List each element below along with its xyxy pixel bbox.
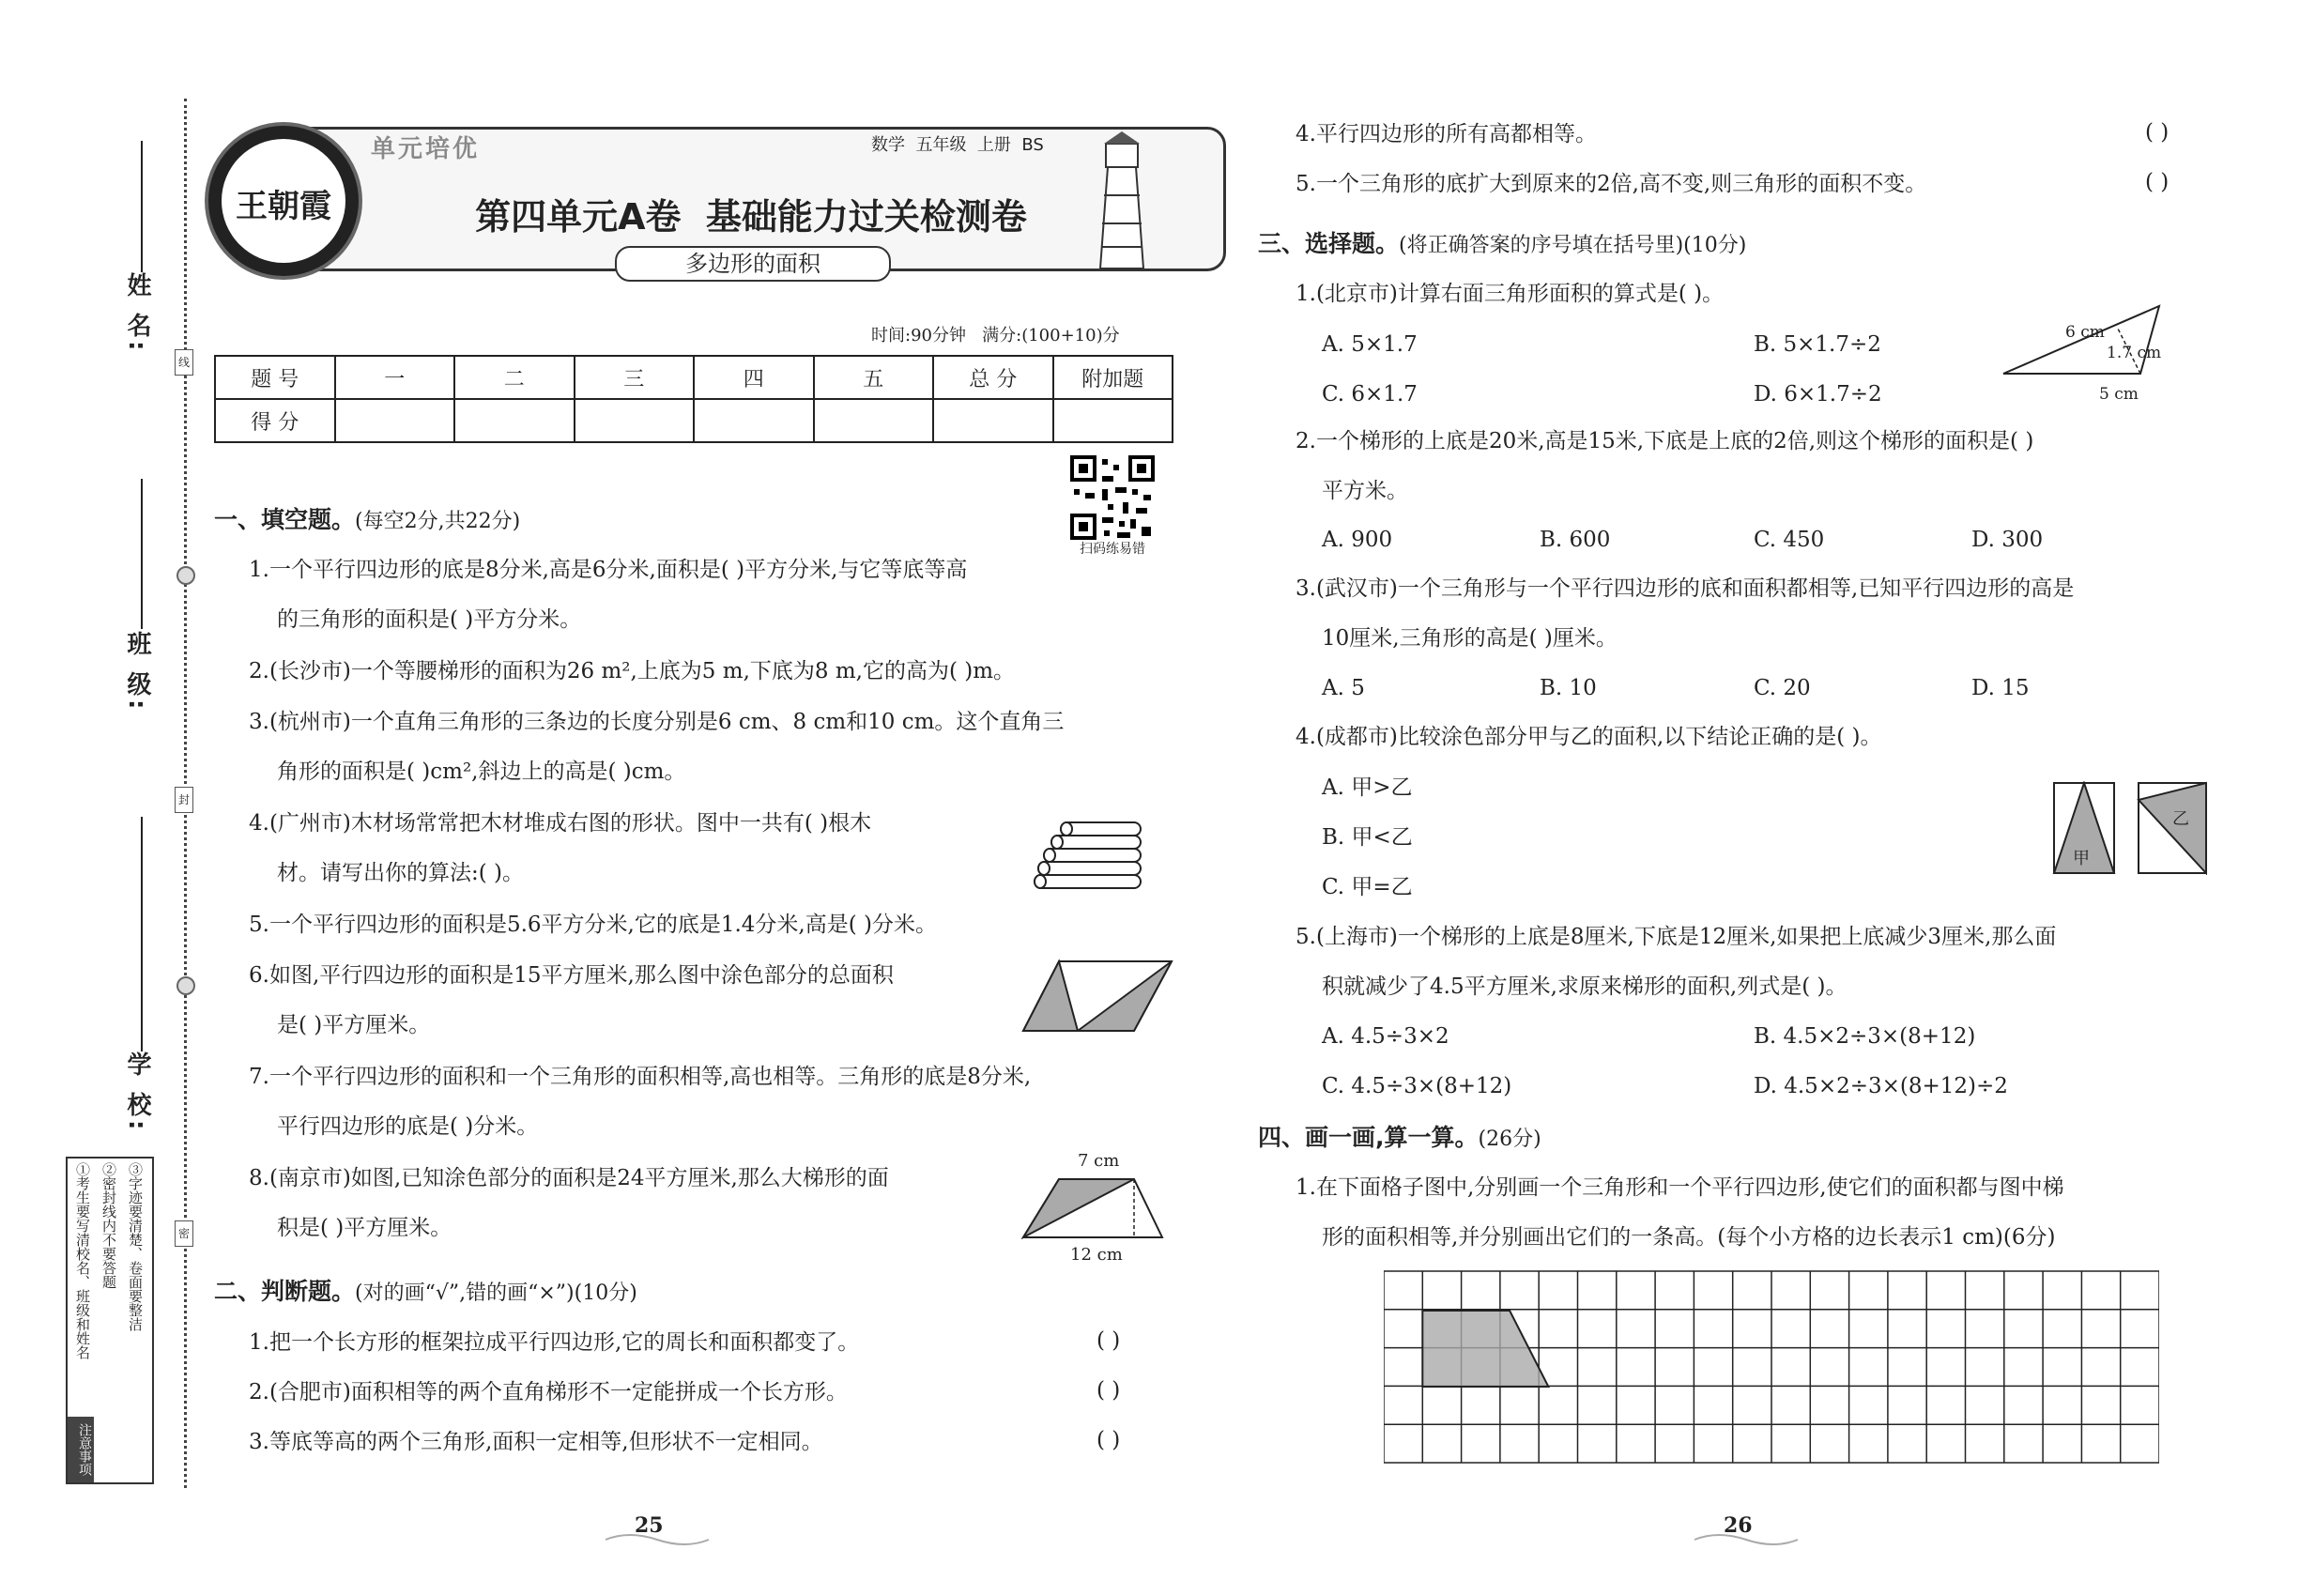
choice-option[interactable]: B. 甲<乙 bbox=[1322, 825, 1413, 850]
score-header-cell: 二 bbox=[454, 356, 575, 399]
choice-q3-line2: 10厘米,三角形的高是( )厘米。 bbox=[1322, 626, 1618, 651]
shape-label-yi: 乙 bbox=[2172, 809, 2189, 829]
choice-q1: 1.(北京市)计算右面三角形面积的算式是( )。 bbox=[1296, 282, 1725, 306]
judge-q1: 1.把一个长方形的框架拉成平行四边形,它的周长和面积都变了。 bbox=[249, 1330, 860, 1355]
tri-label-5cm: 5 cm bbox=[2099, 385, 2139, 404]
score-header-cell: 四 bbox=[694, 356, 814, 399]
notes-list bbox=[69, 1162, 96, 1477]
choice-option[interactable]: C. 20 bbox=[1754, 676, 1811, 700]
choice-q2-line1: 2.一个梯形的上底是20米,高是15米,下底是上底的2倍,则这个梯形的面积是( ) bbox=[1296, 429, 2034, 453]
fill-q7-line2: 平行四边形的底是( )分米。 bbox=[277, 1114, 539, 1139]
score-cell[interactable] bbox=[933, 399, 1053, 442]
answer-paren[interactable]: ( ) bbox=[2145, 170, 2170, 194]
choice-option[interactable]: B. 10 bbox=[1540, 676, 1597, 700]
fill-q3-line1: 3.(杭州市)一个直角三角形的三条边的长度分别是6 cm、8 cm和10 cm。这个直角三 bbox=[249, 710, 1065, 734]
choice-option[interactable]: C. 4.5÷3×(8+12) bbox=[1322, 1074, 1512, 1098]
choice-option[interactable]: B. 600 bbox=[1540, 528, 1611, 552]
choice-q2-line2: 平方米。 bbox=[1322, 479, 1408, 503]
judge-q3: 3.等底等高的两个三角形,面积一定相等,但形状不一定相同。 bbox=[249, 1430, 823, 1454]
section1-heading: 一、填空题。(每空2分,共22分) bbox=[214, 506, 521, 533]
qr-code-icon[interactable] bbox=[1070, 455, 1155, 540]
fill-q1-line1: 1.一个平行四边形的底是8分米,高是6分米,面积是( )平方分米,与它等底等高 bbox=[249, 558, 968, 582]
choice-option[interactable]: D. 15 bbox=[1971, 676, 2030, 700]
name-line[interactable] bbox=[141, 141, 143, 272]
grade-meta: 数学 五年级 上册 BS bbox=[871, 135, 1044, 155]
seal-tag: 线 bbox=[175, 349, 193, 376]
fill-q1-line2: 的三角形的面积是( )平方分米。 bbox=[277, 607, 582, 632]
score-header-cell: 一 bbox=[335, 356, 455, 399]
choice-option[interactable]: C. 450 bbox=[1754, 528, 1825, 552]
page-subtitle: 多边形的面积 bbox=[615, 246, 891, 282]
score-header-cell: 附加题 bbox=[1053, 356, 1173, 399]
section2-heading: 二、判断题。(对的画“√”,错的画“×”)(10分) bbox=[214, 1278, 637, 1305]
seal-tag: 密 bbox=[175, 1220, 193, 1247]
score-cell[interactable] bbox=[454, 399, 575, 442]
trap-top-label: 7 cm bbox=[1078, 1151, 1120, 1171]
footer-swirl-icon bbox=[1690, 1530, 1802, 1549]
time-info: 时间:90分钟 满分:(100+10)分 bbox=[871, 326, 1120, 345]
school-label: 学 校: bbox=[123, 1051, 151, 1134]
school-line[interactable] bbox=[141, 817, 143, 1051]
page-number-left: 25 bbox=[635, 1513, 664, 1538]
choice-option[interactable]: B. 5×1.7÷2 bbox=[1754, 332, 1881, 357]
brand-name: 王朝霞 bbox=[236, 188, 331, 225]
fill-q8-line1: 8.(南京市)如图,已知涂色部分的面积是24平方厘米,那么大梯形的面 bbox=[249, 1166, 889, 1190]
choice-option[interactable]: A. 甲>乙 bbox=[1322, 775, 1413, 800]
score-header-cell: 五 bbox=[814, 356, 934, 399]
series-label: 单元培优 bbox=[371, 135, 481, 163]
page-number-right: 26 bbox=[1724, 1513, 1753, 1538]
qr-caption: 扫码练易错 bbox=[1080, 542, 1145, 557]
class-label: 班 级: bbox=[123, 631, 151, 714]
judge-q5: 5.一个三角形的底扩大到原来的2倍,高不变,则三角形的面积不变。 bbox=[1296, 172, 1927, 196]
fill-q2: 2.(长沙市)一个等腰梯形的面积为26 m²,上底为5 m,下底为8 m,它的高为( )m。 bbox=[249, 659, 1016, 683]
fill-q4-line2: 材。请写出你的算法:( )。 bbox=[277, 861, 525, 885]
tri-label-6cm: 6 cm bbox=[2065, 323, 2105, 342]
score-cell[interactable] bbox=[694, 399, 814, 442]
section3-heading: 三、选择题。(将正确答案的序号填在括号里)(10分) bbox=[1258, 230, 1747, 257]
fill-q4-line1: 4.(广州市)木材场常常把木材堆成右图的形状。图中一共有( )根木 bbox=[249, 811, 872, 836]
log-pile-figure bbox=[1033, 817, 1164, 901]
fill-q5: 5.一个平行四边形的面积是5.6平方分米,它的底是1.4分米,高是( )分米。 bbox=[249, 913, 937, 937]
fill-q6-line1: 6.如图,平行四边形的面积是15平方厘米,那么图中涂色部分的总面积 bbox=[249, 963, 894, 988]
fill-q7-line1: 7.一个平行四边形的面积和一个三角形的面积相等,高也相等。三角形的底是8分米, bbox=[249, 1065, 1032, 1089]
fill-q8-line2: 积是( )平方厘米。 bbox=[277, 1216, 452, 1240]
draw-q1-line2: 形的面积相等,并分别画出它们的一条高。(每个小方格的边长表示1 cm)(6分) bbox=[1322, 1225, 2056, 1250]
brand-logo bbox=[205, 122, 362, 280]
answer-paren[interactable]: ( ) bbox=[1096, 1378, 1121, 1403]
answer-paren[interactable]: ( ) bbox=[2145, 120, 2170, 145]
section4-heading: 四、画一画,算一算。(26分) bbox=[1258, 1124, 1541, 1151]
trapezoid-shape bbox=[1422, 1311, 1548, 1387]
answer-paren[interactable]: ( ) bbox=[1096, 1328, 1121, 1353]
judge-q2: 2.(合肥市)面积相等的两个直角梯形不一定能拼成一个长方形。 bbox=[249, 1380, 848, 1404]
class-line[interactable] bbox=[141, 479, 143, 629]
choice-option[interactable]: A. 5×1.7 bbox=[1322, 332, 1418, 357]
choice-q4: 4.(成都市)比较涂色部分甲与乙的面积,以下结论正确的是( )。 bbox=[1296, 725, 1882, 749]
fill-q3-line2: 角形的面积是( )cm²,斜边上的高是( )cm。 bbox=[277, 760, 686, 784]
choice-option[interactable]: D. 4.5×2÷3×(8+12)÷2 bbox=[1754, 1074, 2008, 1098]
choice-option[interactable]: D. 6×1.7÷2 bbox=[1754, 382, 1882, 407]
binding-hole bbox=[176, 976, 195, 995]
note-item: ①考生要写清校名、班级和姓名 bbox=[74, 1162, 91, 1359]
choice-q3-line1: 3.(武汉市)一个三角形与一个平行四边形的底和面积都相等,已知平行四边形的高是 bbox=[1296, 576, 2075, 601]
footer-swirl-icon bbox=[601, 1530, 713, 1549]
lighthouse-icon bbox=[1080, 130, 1164, 270]
score-cell[interactable] bbox=[575, 399, 695, 442]
choice-option[interactable]: C. 6×1.7 bbox=[1322, 382, 1418, 407]
choice-option[interactable]: A. 5 bbox=[1322, 676, 1365, 700]
choice-option[interactable]: A. 4.5÷3×2 bbox=[1322, 1024, 1449, 1049]
name-label: 姓 名: bbox=[123, 272, 151, 355]
score-cell[interactable] bbox=[1053, 399, 1173, 442]
drawing-grid[interactable] bbox=[1384, 1269, 2159, 1466]
notes-box bbox=[66, 1157, 154, 1484]
score-header-cell: 题 号 bbox=[215, 356, 335, 399]
page-title: 第四单元A卷 基础能力过关检测卷 bbox=[475, 196, 1027, 238]
answer-paren[interactable]: ( ) bbox=[1096, 1428, 1121, 1452]
tri-label-17cm: 1.7 cm bbox=[2107, 344, 2162, 362]
judge-q4: 4.平行四边形的所有高都相等。 bbox=[1296, 122, 1597, 146]
score-cell[interactable] bbox=[335, 399, 455, 442]
binding-hole bbox=[176, 566, 195, 585]
draw-q1-line1: 1.在下面格子图中,分别画一个三角形和一个平行四边形,使它们的面积都与图中梯 bbox=[1296, 1175, 2064, 1200]
choice-option[interactable]: B. 4.5×2÷3×(8+12) bbox=[1754, 1024, 1976, 1049]
score-cell[interactable] bbox=[814, 399, 934, 442]
seal-tag: 封 bbox=[175, 787, 193, 813]
score-header-cell: 三 bbox=[575, 356, 695, 399]
note-item: ③字迹要清楚、卷面要整洁 bbox=[127, 1162, 144, 1331]
choice-option[interactable]: D. 300 bbox=[1971, 528, 2044, 552]
shape-label-jia: 甲 bbox=[2073, 849, 2090, 868]
trap-bottom-label: 12 cm bbox=[1070, 1245, 1123, 1265]
score-header-cell: 总 分 bbox=[933, 356, 1053, 399]
fill-q6-line2: 是( )平方厘米。 bbox=[277, 1013, 431, 1037]
trapezoid-figure bbox=[1021, 1175, 1172, 1241]
parallelogram-figure bbox=[1021, 958, 1176, 1035]
choice-option[interactable]: A. 900 bbox=[1322, 528, 1393, 552]
note-item: ②密封线内不要答题 bbox=[100, 1162, 117, 1289]
choice-q5-line1: 5.(上海市)一个梯形的上底是8厘米,下底是12厘米,如果把上底减少3厘米,那么面 bbox=[1296, 925, 2057, 949]
score-row-label: 得 分 bbox=[215, 399, 335, 442]
notes-title: 注意事项 bbox=[68, 1417, 94, 1482]
score-table bbox=[214, 355, 1173, 443]
choice-q5-line2: 积就减少了4.5平方厘米,求原来梯形的面积,列式是( )。 bbox=[1322, 974, 1848, 999]
choice-option[interactable]: C. 甲=乙 bbox=[1322, 875, 1413, 899]
